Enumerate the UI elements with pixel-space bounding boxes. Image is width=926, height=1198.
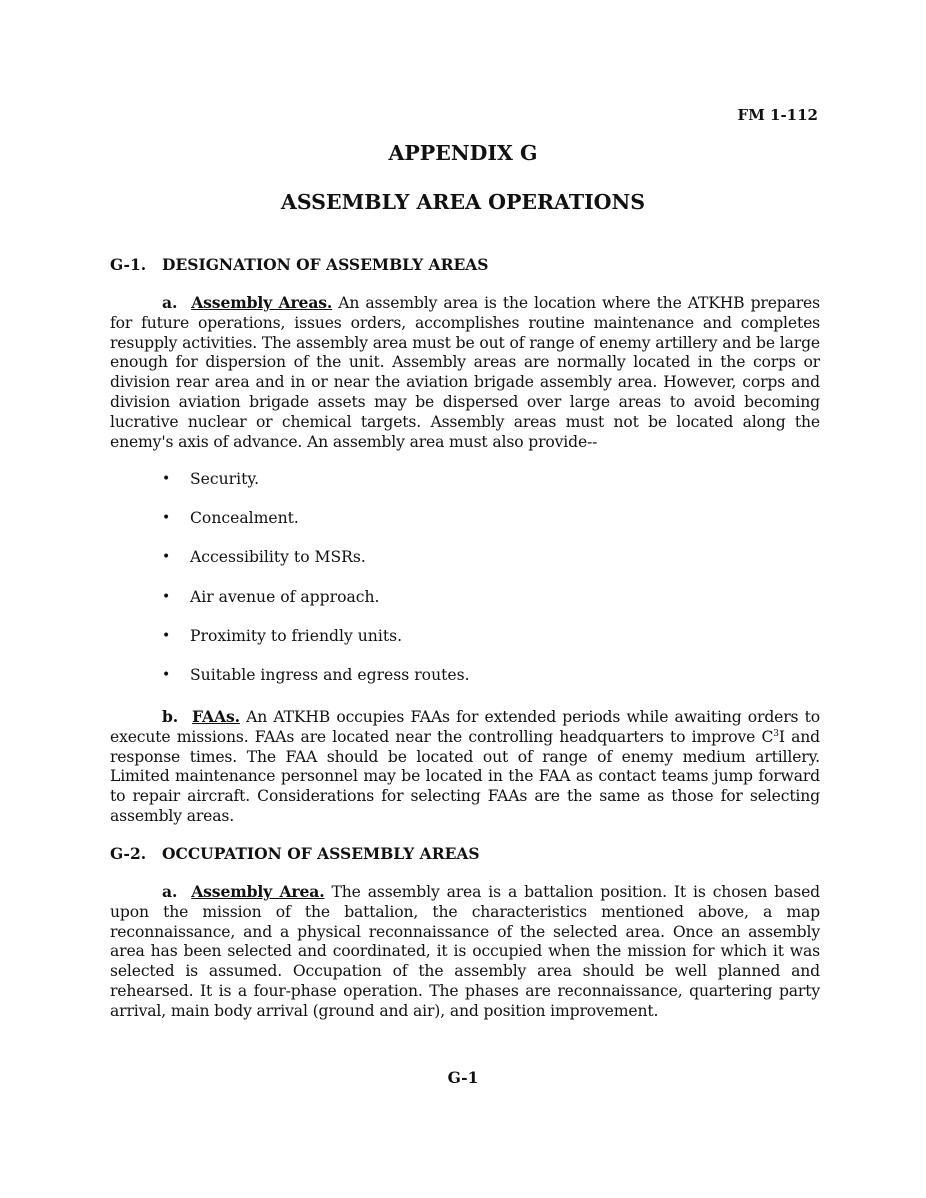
appendix-subtitle: ASSEMBLY AREA OPERATIONS: [280, 190, 646, 214]
paragraph-label: b.: [162, 707, 179, 726]
bullet-icon: •: [162, 471, 171, 487]
requirements-list: [162, 468, 470, 703]
section-heading-text: DESIGNATION OF ASSEMBLY AREAS: [162, 255, 489, 274]
superscript: 3: [773, 728, 779, 739]
section-number: G-2.: [110, 844, 147, 863]
paragraph-text: I and response times. The FAA should be located out of range of enemy medium artillery. Limited maintenance personnel may be located in the FAA as contact teams jump forward to repair aircraft. Considerations for selecting FAAs are the same as those for selecting assembly areas.: [110, 727, 820, 825]
paragraph-g1-b: [110, 707, 820, 827]
list-item: • Proximity to friendly units.: [162, 626, 403, 645]
document-id: FM 1-112: [737, 106, 818, 124]
paragraph-text: The assembly area is a battalion position. It is chosen based upon the mission of the battalion, the characteristics mentioned above, a map reconnaissance, and a physical reconnaissance of the selected area. Once an assembly area has been selected and coordinated, it is occupied when the mission for which it was selected is assumed. Occupation of the assembly area should be well planned and rehearsed. It is a four-phase operation. The phases are reconnaissance, quartering party arrival, main body arrival (ground and air), and position improvement.: [110, 883, 820, 1020]
paragraph-g2-a: [110, 882, 820, 1022]
paragraph-text: An assembly area is the location where the ATKHB prepares for future operations, issues orders, accomplishes routine maintenance and completes resupply activities. The assembly area must be out of range of enemy artillery and be large enough for dispersion of the unit. Assembly areas are normally located in the corps or division rear area and in or near the aviation brigade assembly area. However, corps and division aviation brigade assets may be dispersed over large areas to avoid becoming lucrative nuclear or chemical targets. Assembly areas must not be located along the enemy's axis of advance. An assembly area must also provide--: [110, 294, 820, 451]
section-heading-g2: [110, 844, 480, 863]
appendix-title-text: APPENDIX G: [388, 141, 538, 165]
list-item: • Air avenue of approach.: [162, 587, 380, 606]
list-item: • Accessibility to MSRs.: [162, 548, 366, 567]
subsection-title: Assembly Areas.: [191, 293, 333, 312]
list-item: • Security.: [162, 470, 260, 488]
bullet-icon: •: [162, 549, 171, 566]
section-heading-g1: [110, 255, 489, 274]
section-heading-text: OCCUPATION OF ASSEMBLY AREAS: [162, 844, 480, 863]
bullet-icon: •: [162, 666, 171, 683]
appendix-title: [0, 141, 926, 165]
bullet-icon: •: [162, 588, 171, 605]
list-item: • Concealment.: [162, 509, 299, 528]
section-number: G-1.: [110, 255, 147, 274]
bullet-icon: •: [162, 510, 171, 527]
bullet-icon: •: [162, 627, 171, 644]
subsection-title: FAAs.: [192, 707, 240, 726]
page-number: G-1: [447, 1068, 479, 1087]
paragraph-g1-a: [110, 293, 820, 452]
paragraph-text: An ATKHB occupies FAAs for extended periods while awaiting orders to execute missions. FAAs are located near the controlling headquarters to improve C: [110, 708, 820, 746]
subsection-title: Assembly Area.: [191, 882, 325, 901]
paragraph-label: a.: [162, 882, 178, 901]
list-item: • Suitable ingress and egress routes.: [162, 665, 470, 684]
paragraph-label: a.: [162, 293, 178, 312]
